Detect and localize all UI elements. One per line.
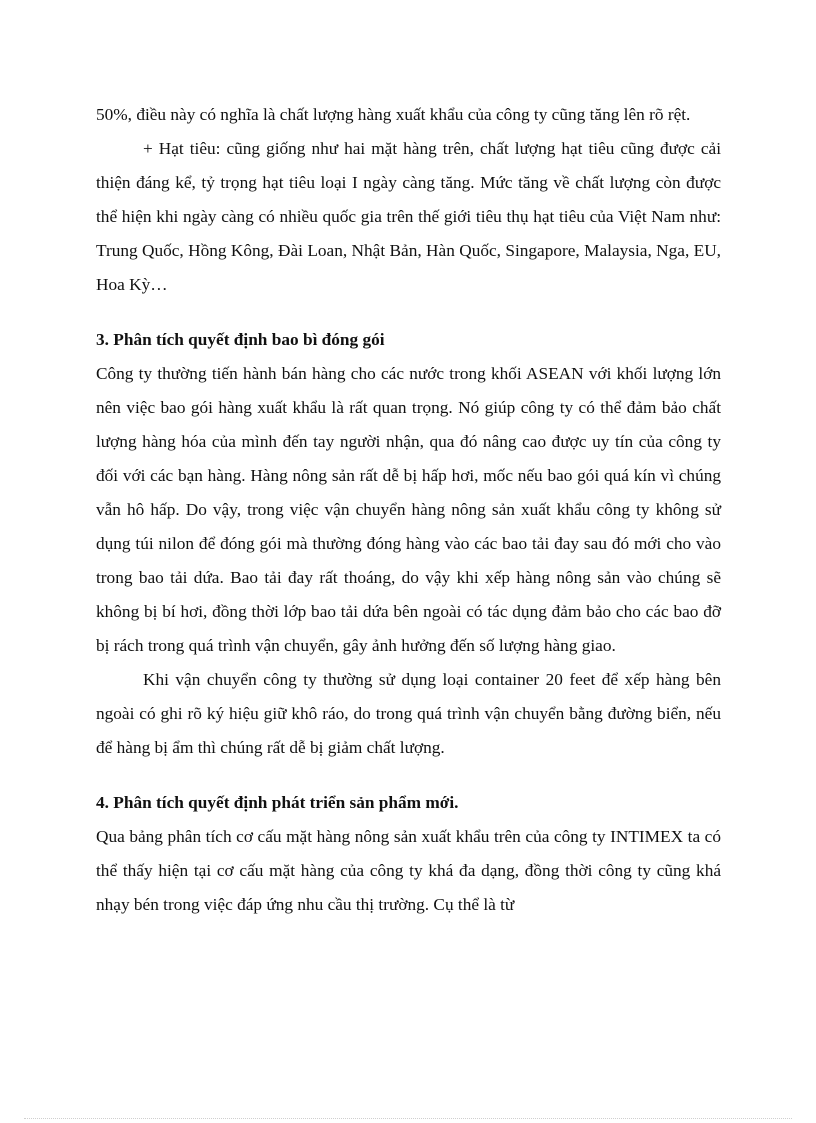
section-heading-packaging: 3. Phân tích quyết định bao bì đóng gói [96,330,385,349]
paragraph-container: Khi vận chuyển công ty thường sử dụng loại container 20 feet để xếp hàng bên ngoài có ghi rõ ký hiệu giữ khô ráo, do trong quá trình vận chuyển bằng đường biển, nếu để hàng bị ẩm thì chúng rất dễ bị giảm chất lượng. [96,670,721,757]
paragraph-packaging: Công ty thường tiến hành bán hàng cho các nước trong khối ASEAN với khối lượng lớn nên việc bao gói hàng xuất khẩu là rất quan trọng. Nó giúp công ty có thể đảm bảo chất lượng hàng hóa của mình đến tay người nhận, qua đó nâng cao được uy tín của công ty đối với các bạn hàng. Hàng nông sản rất dễ bị hấp hơi, mốc nếu bao gói quá kín vì chúng vẫn hô hấp. Do vậy, trong việc vận chuyển hàng nông sản xuất khẩu công ty không sử dụng túi nilon để đóng gói mà thường đóng hàng vào các bao tải đay sau đó mới cho vào trong bao tải dứa. Bao tải đay rất thoáng, do vậy khi xếp hàng nông sản vào chúng sẽ không bị bí hơi, đồng thời lớp bao tải dứa bên ngoài có tác dụng đảm bảo cho các bao đỡ bị rách trong quá trình vận chuyển, gây ảnh hưởng đến số lượng hàng giao. [96,364,721,655]
paragraph-new-product: Qua bảng phân tích cơ cấu mặt hàng nông sản xuất khẩu trên của công ty INTIMEX ta có thể thấy hiện tại cơ cấu mặt hàng của công ty khá đa dạng, đồng thời công ty cũng khá nhạy bén trong việc đáp ứng nhu cầu thị trường. Cụ thể là từ [96,827,721,914]
paragraph-quality-continued: 50%, điều này có nghĩa là chất lượng hàng xuất khẩu của công ty cũng tăng lên rõ rệt. [96,105,691,124]
document-page [96,98,721,922]
page-bottom-divider [24,1118,792,1119]
section-heading-new-product: 4. Phân tích quyết định phát triển sản phẩm mới. [96,793,459,812]
paragraph-pepper: + Hạt tiêu: cũng giống như hai mặt hàng trên, chất lượng hạt tiêu cũng được cải thiện đáng kể, tỷ trọng hạt tiêu loại I ngày càng tăng. Mức tăng về chất lượng còn được thể hiện khi ngày càng có nhiều quốc gia trên thế giới tiêu thụ hạt tiêu của Việt Nam như: Trung Quốc, Hồng Kông, Đài Loan, Nhật Bản, Hàn Quốc, Singapore, Malaysia, Nga, EU, Hoa Kỳ… [96,139,721,294]
